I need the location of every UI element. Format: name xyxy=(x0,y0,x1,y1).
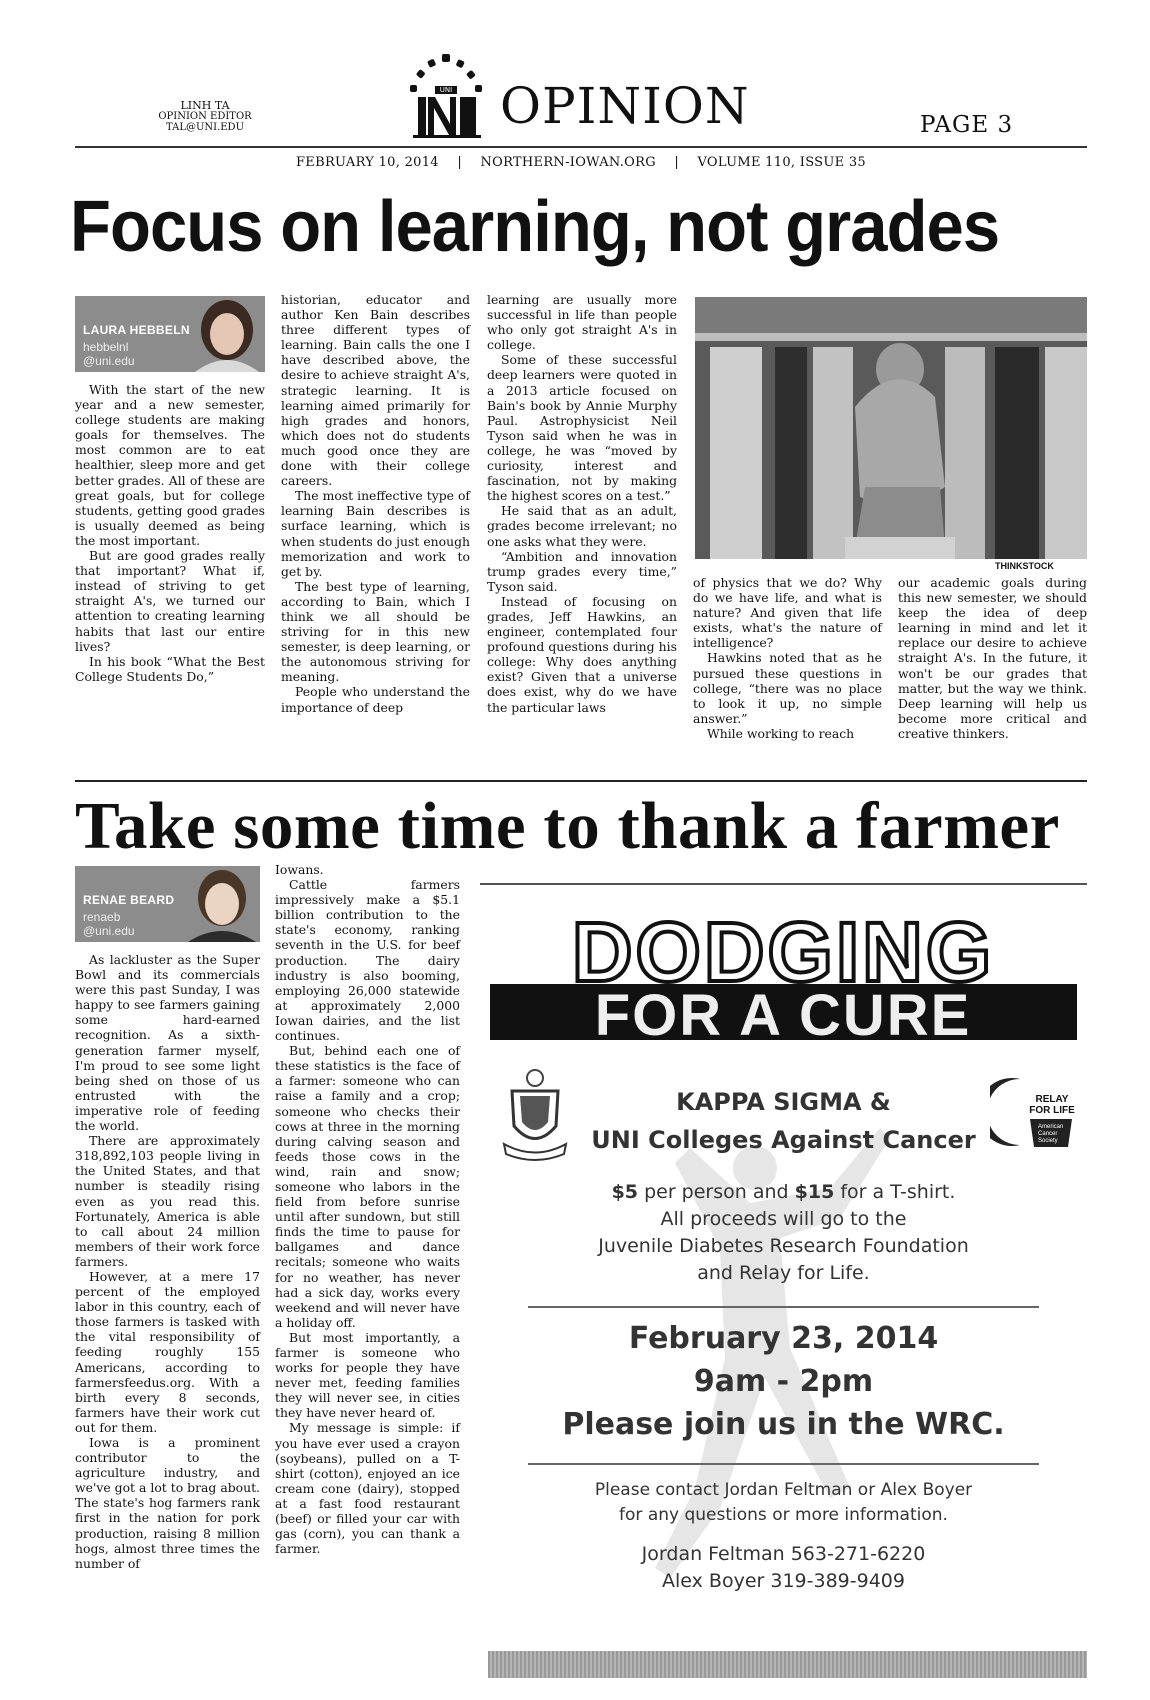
ad-proceeds-line2: Juvenile Diabetes Research Foundation xyxy=(598,1235,969,1257)
uni-logo xyxy=(398,52,494,140)
paragraph: People who understand the importance of deep xyxy=(281,684,470,715)
paragraph: our academic goals during this new semester, we should keep the idea of deep learning in mind and let it replace our desire to achieve straight A's. In the future, it won't be our grades that matter, but the way we think. Deep learning will help us become more critical and creative thinkers. xyxy=(898,575,1087,741)
paragraph: But, behind each one of these statistics is the face of a farmer: someone who can raise a family and a crop; someone who checks their cows at three in the morning during calving season and feeds those cows in the wind, rain and snow; someone who labors in the field from before sunrise until after sundown, but still finds the time to pause for ballgames and dance recitals; someone who waits for no weather, has never had a sick day, works every weekend and will never have a holiday off. xyxy=(275,1043,460,1330)
ad-rule xyxy=(480,883,1087,885)
paragraph: With the start of the new year and a new semester, college students are making goals for themselves. The most common are to eat healthier, sleep more and get better grades. All of these are great goals, but for college students, getting good grades is usually deemed as being the most important. xyxy=(75,382,265,548)
paragraph: Some of these successful deep learners were quoted in a 2013 article focused on Bain's book by Annie Murphy Paul. Astrophysicist Neil Tyson said when he was in college, he was “moved by curiosity, interest and fascination, not by making the highest scores on a test.” xyxy=(487,352,677,504)
ad-title-dodging: DODGING xyxy=(571,916,995,999)
paragraph: There are approximately 318,892,103 people living in the United States, and that number is steadily rising even as you read this. Fortunately, America is able to call about 24 million members of their work force farmers. xyxy=(75,1133,260,1269)
article1-column-2 xyxy=(281,292,470,715)
paragraph: “Ambition and innovation trump grades every time,” Tyson said. xyxy=(487,548,677,594)
ad-divider xyxy=(528,1306,1039,1308)
ad-phone-alex: Alex Boyer 319-389-9409 xyxy=(662,1570,905,1592)
ad-title-for-a-cure: FOR A CURE xyxy=(594,983,972,1046)
ad-proceeds-line1: All proceeds will go to the xyxy=(660,1208,907,1230)
paragraph: The most ineffective type of learning Bain describes is surface learning, which is when students do just enough memorization and work to get by. xyxy=(281,488,470,579)
paragraph: He said that as an adult, grades become irrelevant; no one asks what they were. xyxy=(487,503,677,549)
paragraph: Hawkins noted that as he pursued these questions in college, “there was no place to look it up, no simple answer.” xyxy=(693,650,882,726)
acs-text: Society xyxy=(1038,1138,1058,1144)
ad-event-place: Please join us in the WRC. xyxy=(562,1407,1005,1442)
logo-text: UNI xyxy=(439,86,453,94)
paragraph: learning are usually more successful in life than people who only got straight A's in college. xyxy=(487,292,677,353)
paragraph: Iowa is a prominent contributor to the agriculture industry, and we've got a lot to brag about. The state's hog farmers rank first in the nation for pork production, raising 8 million hogs, almost three times the number of xyxy=(75,1435,260,1571)
ad-org-line1: KAPPA SIGMA & xyxy=(676,1088,891,1116)
ad-footer-bar xyxy=(488,1651,1087,1678)
dateline-separator: | xyxy=(674,155,680,170)
ad-proceeds-line3: and Relay for Life. xyxy=(697,1262,870,1284)
ad-event-date: February 23, 2014 xyxy=(628,1321,939,1356)
author-name: LAURA HEBBELN xyxy=(83,323,190,337)
ad-phone-jordan: Jordan Feltman 563-271-6220 xyxy=(641,1543,926,1565)
ad-org-line2: UNI Colleges Against Cancer xyxy=(591,1126,976,1154)
website: NORTHERN-IOWAN.ORG xyxy=(480,155,656,170)
section-title: OPINION xyxy=(500,77,750,135)
opinion-editor-credit xyxy=(150,100,260,133)
author-byline xyxy=(75,866,260,942)
editor-email: TAL@UNI.EDU xyxy=(165,122,245,133)
dodging-for-a-cure-ad xyxy=(480,883,1087,1691)
article1-headline: Focus on learning, not grades xyxy=(70,187,1000,267)
paragraph: Cattle farmers impressively make a $5.1 billion contribution to the state's economy, ranking seventh in the U.S. for beef production. The dairy industry is also booming, employing 26,000 statewide at approximately 2,000 Iowan dairies, and the list continues. xyxy=(275,877,460,1044)
photo-credit: THINKSTOCK xyxy=(995,561,1054,571)
paragraph: In his book “What the Best College Students Do,” xyxy=(75,653,265,684)
thinker-statue-photo xyxy=(695,297,1087,559)
for-life-text: FOR LIFE xyxy=(1029,1105,1075,1116)
article1-column-4 xyxy=(693,575,882,741)
author-name: RENAE BEARD xyxy=(83,893,175,907)
editor-name: LINH TA xyxy=(180,99,230,112)
author-byline xyxy=(75,296,265,372)
author-headshot xyxy=(185,296,265,372)
dateline-separator: | xyxy=(457,155,462,170)
paragraph: Iowans. xyxy=(275,862,324,877)
article2-column-2 xyxy=(275,862,460,1556)
article2-column-1 xyxy=(75,866,260,1571)
volume-issue: VOLUME 110, ISSUE 35 xyxy=(697,155,866,170)
ad-divider xyxy=(528,1463,1039,1465)
author-headshot xyxy=(182,866,260,942)
acs-text: American xyxy=(1038,1124,1064,1130)
paragraph: The best type of learning, according to Bain, which I think we all should be striving for in this new semester, is deep learning, or the autonomous striving for meaning. xyxy=(281,578,470,685)
ad-price: $5 per person and $15 for a T-shirt. xyxy=(611,1181,956,1203)
author-contact: renaeb @uni.edu xyxy=(83,910,135,938)
paragraph: But most importantly, a farmer is someone who works for people they have never met, feeding families they will never see, in cities they have never heard of. xyxy=(275,1329,460,1421)
paragraph: Instead of focusing on grades, Jeff Hawkins, an engineer, contemplated four profound questions during his college: Why does anything exist? Given that a universe does exist, why do we have the particular laws xyxy=(487,593,677,715)
paragraph: historian, educator and author Ken Bain describes three different types of learning. Bain calls the one I have described above, the desire to achieve straight A's, strategic learning. It is learning aimed primarily for high grades and honors, which does not do students much good once they are done with their college careers. xyxy=(281,292,470,489)
paragraph: As lackluster as the Super Bowl and its commercials were this past Sunday, I was happy to see farmers gaining some hard-earned recognition. As a sixth-generation farmer myself, I'm proud to see some light being shed on those of us entrusted with the imperative role of feeding the world. xyxy=(75,952,260,1134)
page-number: PAGE 3 xyxy=(920,112,1014,138)
acs-text: Cancer xyxy=(1038,1131,1058,1137)
ad-contact-line1: Please contact Jordan Feltman or Alex Boyer xyxy=(594,1480,973,1500)
article2-headline: Take some time to thank a farmer xyxy=(75,789,1060,863)
section-divider xyxy=(75,780,1087,782)
editor-title: OPINION EDITOR xyxy=(158,111,252,122)
masthead-rule xyxy=(75,146,1087,148)
ad-event-time: 9am - 2pm xyxy=(693,1364,874,1399)
paragraph: However, at a mere 17 percent of the employed labor in this country, each of those farmers is tasked with the vital responsibility of feeding roughly 155 Americans, according to farmersfeedus.org. With a birth every 8 seconds, farmers have their work cut out for them. xyxy=(75,1268,260,1435)
paragraph: of physics that we do? Why do we have life, and what is nature? And given that life exists, what's the nature of intelligence? xyxy=(693,575,882,651)
paragraph: But are good grades really that important? What if, instead of striving to get straight A's, we turned our attention to creating learning habits that last our entire lives? xyxy=(75,548,265,654)
article1-column-3 xyxy=(487,292,677,715)
article1-column-5 xyxy=(898,575,1087,741)
article1-column-1 xyxy=(75,296,265,684)
author-contact: hebbelnl @uni.edu xyxy=(83,340,135,368)
paragraph: While working to reach xyxy=(707,725,855,741)
relay-text: RELAY xyxy=(1035,1094,1069,1105)
dateline xyxy=(75,155,1087,170)
paragraph: My message is simple: if you have ever used a crayon (soybeans), pulled on a T-shirt (cotton), enjoyed an ice cream cone (dairy), stopped at a fast food restaurant (beef) or filled your car with gas (corn), you can thank a farmer. xyxy=(275,1420,460,1557)
ad-title-block xyxy=(480,916,1087,1046)
ad-contact-line2: for any questions or more information. xyxy=(619,1505,948,1525)
issue-date: FEBRUARY 10, 2014 xyxy=(295,155,439,170)
